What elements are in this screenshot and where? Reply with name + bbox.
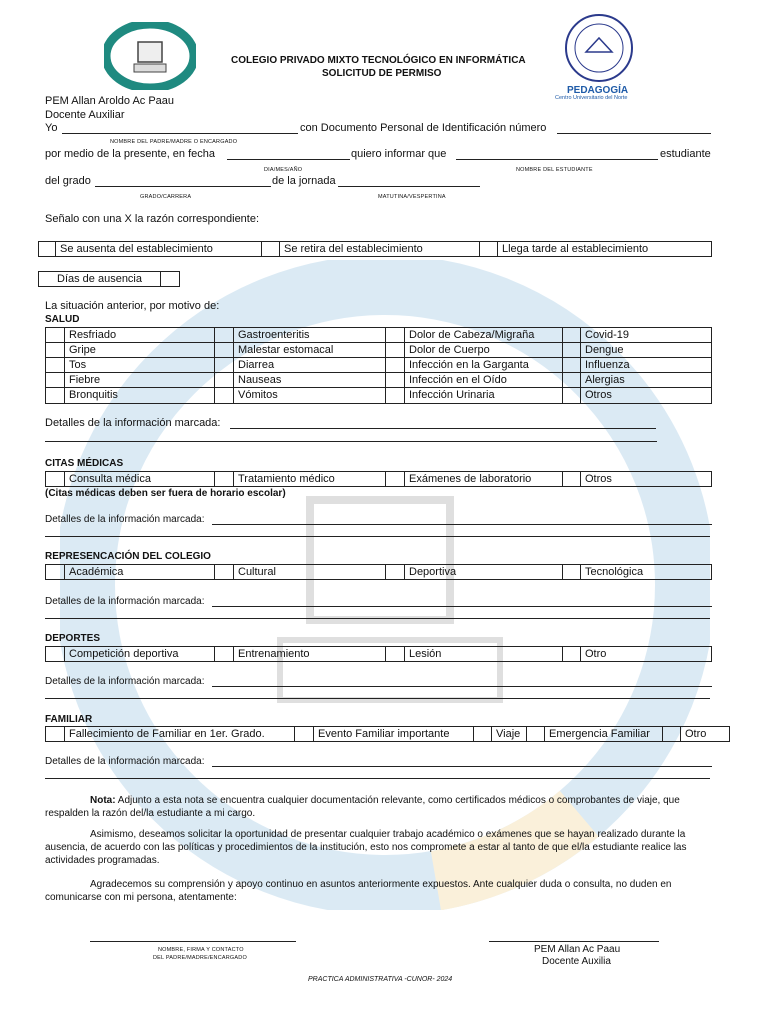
pedagogia-logo	[556, 12, 642, 84]
table-row	[46, 328, 711, 343]
checkbox[interactable]	[215, 343, 234, 357]
parent-sign-hint-1: NOMBRE, FIRMA Y CONTACTO	[158, 947, 244, 953]
por-medio-label: por medio de la presente, en fecha	[45, 148, 216, 160]
salud-option: Vómitos	[234, 388, 386, 403]
salud-details-label: Detalles de la información marcada:	[45, 417, 221, 429]
reason-2: Llega tarde al establecimiento	[502, 243, 649, 255]
grado-label: del grado	[45, 175, 91, 187]
checkbox[interactable]	[46, 373, 65, 387]
dep-option: Competición deportiva	[65, 647, 215, 661]
nota-label: Nota:	[90, 795, 116, 806]
checkbox[interactable]	[386, 358, 405, 372]
hint-shift: MATUTINA/VESPERTINA	[378, 194, 446, 200]
teacher-name: PEM Allan Ac Paau	[534, 944, 621, 955]
id-number-field[interactable]	[557, 133, 711, 134]
salud-option: Nauseas	[234, 373, 386, 387]
checkbox-rep-1[interactable]	[215, 565, 234, 579]
parent-sign-hint-2: DEL PADRE/MADRE/ENCARGADO	[153, 955, 247, 961]
citas-option: Otros	[585, 473, 612, 485]
parent-signature-line[interactable]	[90, 941, 296, 942]
checkbox-dep-3[interactable]	[563, 647, 581, 661]
deportes-row	[45, 646, 712, 662]
fam-option: Otro	[685, 728, 707, 740]
yo-label: Yo	[45, 122, 58, 134]
footer: PRACTICA ADMINISTRATIVA -CUNOR- 2024	[308, 976, 453, 983]
checkbox[interactable]	[563, 328, 581, 342]
recipient-role: Docente Auxiliar	[45, 109, 125, 121]
checkbox[interactable]	[215, 328, 234, 342]
rep-option: Tecnológica	[585, 566, 644, 578]
salud-option: Gastroenteritis	[234, 328, 386, 342]
citas-option: Tratamiento médico	[234, 472, 386, 486]
nota-paragraph	[45, 794, 713, 820]
fam-option: Evento Familiar importante	[314, 727, 474, 741]
shift-field[interactable]	[338, 186, 480, 187]
absence-days-label: Días de ausencia	[39, 272, 161, 286]
date-field[interactable]	[227, 159, 350, 160]
checkbox[interactable]	[46, 388, 65, 403]
checkbox[interactable]	[215, 373, 234, 387]
checkbox-dep-0[interactable]	[46, 647, 65, 661]
salud-option: Fiebre	[65, 373, 215, 387]
rep-option: Deportiva	[405, 565, 563, 579]
title-form: SOLICITUD DE PERMISO	[322, 68, 442, 79]
rep-details-label: Detalles de la información marcada:	[45, 596, 205, 607]
salud-option: Dengue	[585, 344, 624, 356]
pedagogia-sublabel: Centro Universitario del Norte	[555, 95, 628, 101]
checkbox[interactable]	[563, 343, 581, 357]
table-row	[46, 388, 711, 403]
checkbox[interactable]	[386, 373, 405, 387]
checkbox-fam-1[interactable]	[295, 727, 314, 741]
citas-note: (Citas médicas deben ser fuera de horario escolar)	[45, 488, 286, 499]
parent-name-field[interactable]	[62, 133, 298, 134]
hint-date: DIA/MES/AÑO	[264, 167, 303, 173]
checkbox[interactable]	[46, 358, 65, 372]
salud-title: SALUD	[45, 314, 80, 325]
jornada-label: de la jornada	[272, 175, 336, 187]
checkbox-fam-3[interactable]	[527, 727, 545, 741]
fam-details-label: Detalles de la información marcada:	[45, 756, 205, 767]
salud-option: Bronquitis	[65, 388, 215, 403]
checkbox[interactable]	[46, 328, 65, 342]
absence-row	[38, 271, 180, 287]
checkbox-dep-2[interactable]	[386, 647, 405, 661]
fam-option: Emergencia Familiar	[545, 727, 663, 741]
checkbox[interactable]	[563, 373, 581, 387]
checkbox[interactable]	[46, 343, 65, 357]
checkbox-rep-2[interactable]	[386, 565, 405, 579]
rep-details-field-2[interactable]	[45, 618, 710, 619]
salud-option: Alergias	[585, 374, 625, 386]
salud-option: Infección Urinaria	[405, 388, 563, 403]
checkbox-fam-4[interactable]	[663, 727, 681, 741]
salud-option: Infección en el Oído	[405, 373, 563, 387]
salud-grid	[45, 327, 712, 404]
salud-option: Diarrea	[234, 358, 386, 372]
fam-option: Viaje	[492, 727, 527, 741]
absence-days-field[interactable]	[161, 272, 179, 286]
fam-details-field-2[interactable]	[45, 778, 710, 779]
student-name-field[interactable]	[456, 159, 658, 160]
checkbox-dep-1[interactable]	[215, 647, 234, 661]
checkbox-citas-3[interactable]	[563, 472, 581, 486]
salud-option: Otros	[585, 389, 612, 401]
checkbox-fam-2[interactable]	[474, 727, 492, 741]
salud-option: Covid-19	[585, 329, 630, 341]
id-label: con Documento Personal de Identificación número	[300, 122, 547, 134]
checkbox-citas-0[interactable]	[46, 472, 65, 486]
table-row	[46, 343, 711, 358]
fam-details-field[interactable]	[212, 766, 712, 767]
familiar-row	[45, 726, 730, 742]
estudiante-label: estudiante	[660, 148, 711, 160]
hint-parent: NOMBRE DEL PADRE/MADRE O ENCARGADO	[110, 139, 238, 145]
checkbox[interactable]	[386, 343, 405, 357]
table-row	[46, 373, 711, 388]
checkbox-citas-1[interactable]	[215, 472, 234, 486]
checkbox[interactable]	[563, 358, 581, 372]
checkbox-rep-0[interactable]	[46, 565, 65, 579]
checkbox-reason-0[interactable]	[39, 242, 56, 256]
hint-student: NOMBRE DEL ESTUDIANTE	[516, 167, 593, 173]
salud-option: Resfriado	[65, 328, 215, 342]
citas-details-label: Detalles de la información marcada:	[45, 514, 205, 525]
grade-field[interactable]	[95, 186, 271, 187]
fam-option: Fallecimiento de Familiar en 1er. Grado.	[65, 727, 295, 741]
citas-details-field[interactable]	[212, 524, 712, 525]
dep-details-field-2[interactable]	[45, 698, 710, 699]
citas-title: CITAS MÉDICAS	[45, 458, 124, 469]
pedagogia-label: PEDAGOGÍA	[567, 85, 629, 96]
checkbox[interactable]	[563, 388, 581, 403]
reason-0: Se ausenta del establecimiento	[56, 242, 262, 256]
representacion-row	[45, 564, 712, 580]
teacher-role: Docente Auxilia	[542, 956, 611, 967]
table-row	[46, 358, 711, 373]
checkbox-reason-2[interactable]	[480, 242, 498, 256]
reasons-row	[38, 241, 712, 257]
asimismo-paragraph: Asimismo, deseamos solicitar la oportunidad de presentar cualquier trabajo académico o exámenes que se hayan realizado durante la ausencia, de acuerdo con las políticas y procedimientos de la institución, esto nos compromete a estar al tanto de que el/la estudiante realice las actividades programadas.	[45, 829, 687, 866]
salud-option: Dolor de Cuerpo	[405, 343, 563, 357]
reason-1: Se retira del establecimiento	[280, 242, 480, 256]
dep-option: Entrenamiento	[234, 647, 386, 661]
agradecemos-paragraph: Agradecemos su comprensión y apoyo continuo en asuntos anteriormente expuestos. Ante cualquier duda o consulta, no duden en comunicarse con mi persona, atentamente:	[45, 879, 672, 903]
reason-prompt: Señalo con una X la razón correspondiente:	[45, 213, 260, 225]
citas-option: Consulta médica	[65, 472, 215, 486]
salud-option: Gripe	[65, 343, 215, 357]
salud-details-field[interactable]	[230, 428, 656, 429]
checkbox-reason-1[interactable]	[262, 242, 280, 256]
checkbox[interactable]	[386, 328, 405, 342]
citas-details-field-2[interactable]	[45, 536, 710, 537]
dep-option: Lesión	[405, 647, 563, 661]
salud-option: Malestar estomacal	[234, 343, 386, 357]
teacher-signature-line	[489, 941, 659, 942]
checkbox-rep-3[interactable]	[563, 565, 581, 579]
quiero-label: quiero informar que	[351, 148, 447, 160]
title-school: COLEGIO PRIVADO MIXTO TECNOLÓGICO EN INFORMÁTICA	[231, 55, 526, 66]
salud-details-field-2[interactable]	[45, 441, 657, 442]
dep-details-label: Detalles de la información marcada:	[45, 676, 205, 687]
citas-option: Exámenes de laboratorio	[405, 472, 563, 486]
rep-details-field[interactable]	[212, 606, 712, 607]
salud-option: Tos	[65, 358, 215, 372]
dep-option: Otro	[585, 648, 607, 660]
rep-option: Académica	[65, 565, 215, 579]
rep-option: Cultural	[234, 565, 386, 579]
recipient-name: PEM Allan Aroldo Ac Paau	[45, 95, 175, 107]
checkbox-citas-2[interactable]	[386, 472, 405, 486]
deportes-title: DEPORTES	[45, 633, 101, 644]
salud-option: Influenza	[585, 359, 630, 371]
checkbox[interactable]	[386, 388, 405, 403]
checkbox-fam-0[interactable]	[46, 727, 65, 741]
nota-text: Adjunto a esta nota se encuentra cualquier documentación relevante, como certificados médicos o comprobantes de viaje, que respalden la razón del/la estudiante a mi cargo.	[45, 795, 680, 819]
citas-row	[45, 471, 712, 487]
familiar-title: FAMILIAR	[45, 714, 93, 725]
salud-option: Infección en la Garganta	[405, 358, 563, 372]
school-logo	[104, 22, 196, 90]
checkbox[interactable]	[215, 388, 234, 403]
hint-grade: GRADO/CARRERA	[140, 194, 192, 200]
representacion-title: REPRESENCACIÓN DEL COLEGIO	[45, 551, 211, 562]
checkbox[interactable]	[215, 358, 234, 372]
situation-label: La situación anterior, por motivo de:	[45, 300, 220, 312]
dep-details-field[interactable]	[212, 686, 712, 687]
salud-option: Dolor de Cabeza/Migraña	[405, 328, 563, 342]
